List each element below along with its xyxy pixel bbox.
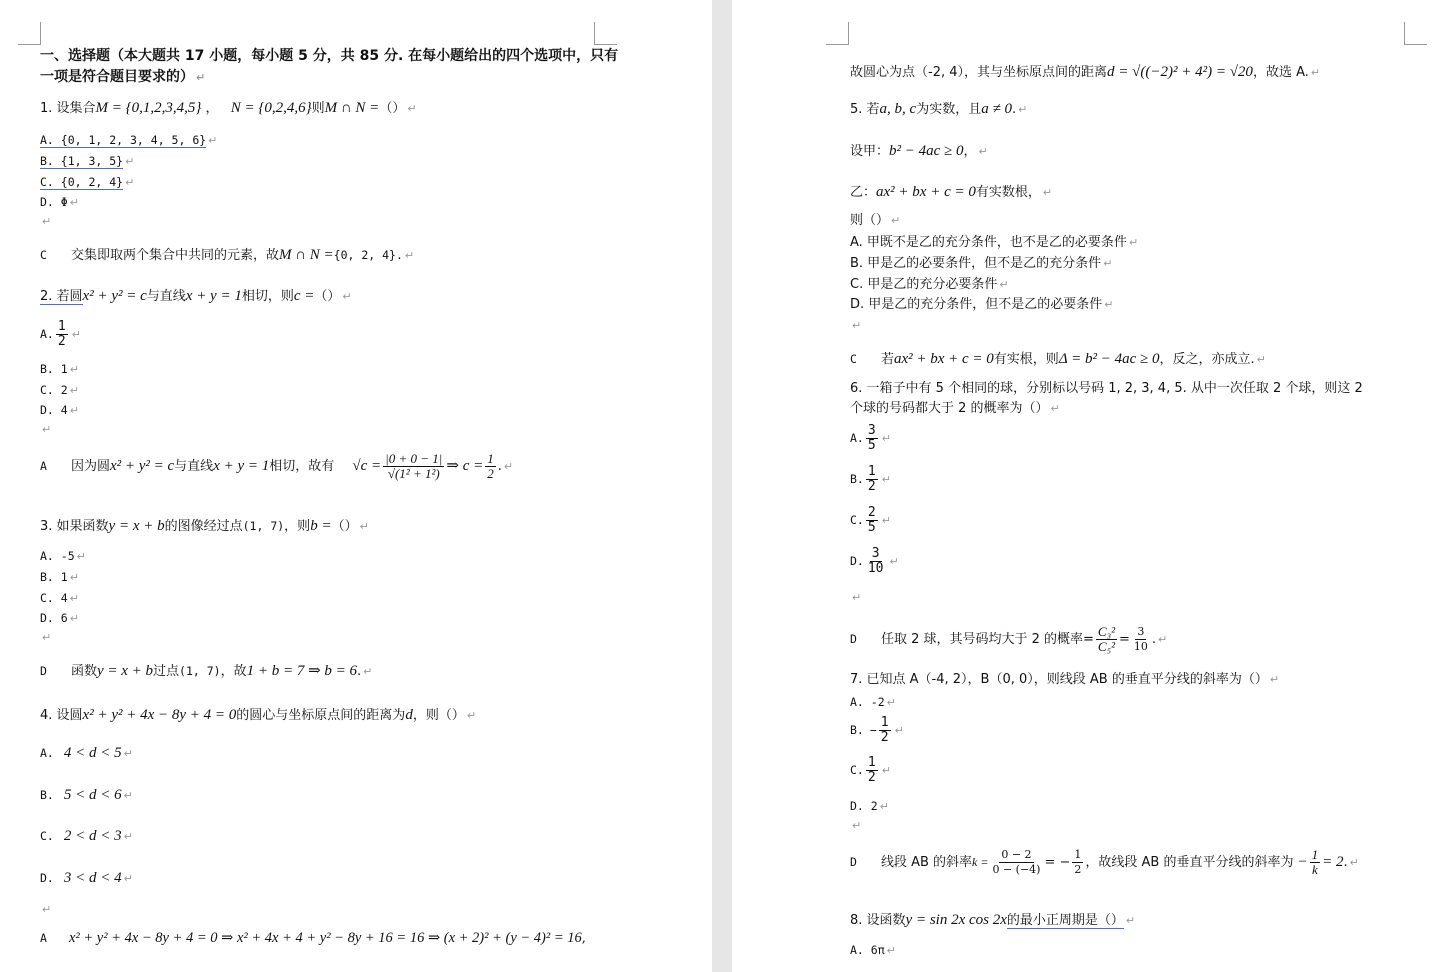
option-d: D. $\frac{3}{10}$ ↵ [850, 546, 899, 576]
question-1: 1. 设集合M = {0,1,2,3,4,5} ， N = {0,2,4,6}则M ∩ N =（） ↵ [40, 100, 417, 116]
option-c: C. 2 ↵ [40, 383, 79, 397]
section-heading-cont: 一项是符合题目要求的） ↵ [40, 69, 206, 85]
option-b: B. $\frac{1}{2}$ ↵ [850, 464, 891, 494]
answer-5: C 若ax² + bx + c = 0有实根，则Δ = b² − 4ac ≥ 0，反之，亦成立. ↵ [850, 351, 1266, 367]
answer-4-continued: 故圆心为点（-2, 4），其与坐标原点间的距离d = √((−2)² + 4²) = √20，故选 A. ↵ [850, 64, 1321, 80]
option-d: D. 3 < d < 4 ↵ [40, 870, 133, 886]
option-c: C. 2 < d < 3 ↵ [40, 828, 133, 844]
option-b: B. 甲是乙的必要条件，但不是乙的充分条件 ↵ [850, 256, 1113, 271]
option-d: D. 4 ↵ [40, 403, 79, 417]
empty-paragraph: ↵ [42, 903, 52, 916]
answer-7: D 线段 AB 的斜率k = $\frac{0 - 2}{0 - (-4)}$ = − $\frac{1}{2}$ ，故线段 AB 的垂直平分线的斜率为 − $\frac{1}{k}$ = 2. ↵ [850, 847, 1359, 877]
option-b: B. − $\frac{1}{2}$ ↵ [850, 715, 904, 745]
page-gutter [712, 0, 732, 972]
answer-4: A x² + y² + 4x − 8y + 4 = 0 ⇒ x² + 4x + 4 + y² − 8y + 16 = 16 ⇒ (x + 2)² + (y − 4)² = 16, [40, 930, 586, 946]
option-b: B. {1, 3, 5} ↵ [40, 154, 135, 168]
option-c: C. 甲是乙的充分必要条件 ↵ [850, 277, 1009, 292]
answer-6: D 任取 2 球，其号码均大于 2 的概率= $\frac{\text{C₃²}}{\text{C₅²}}$ = $\frac{3}{10}$ . ↵ [850, 624, 1168, 654]
option-c: C. 4 ↵ [40, 591, 79, 605]
empty-paragraph: ↵ [852, 319, 862, 332]
option-a: A. 6π ↵ [850, 943, 896, 957]
option-a: A. $\frac{3}{5}$ ↵ [850, 423, 891, 453]
option-a: A. $\frac{1}{2}$ ↵ [40, 319, 81, 349]
margin-corner-mark [1404, 22, 1427, 45]
answer-3: D 函数y = x + b过点(1, 7)，故1 + b = 7 ⇒ b = 6. ↵ [40, 663, 373, 679]
option-a: A. {0, 1, 2, 3, 4, 5, 6} ↵ [40, 133, 218, 147]
question-3: 3. 如果函数y = x + b的图像经过点(1, 7)，则b =（） ↵ [40, 518, 369, 534]
question-6: 6. 一箱子中有 5 个相同的球，分别标以号码 1, 2, 3, 4, 5. 从中一次任取 2 个球，则这 2 [850, 381, 1363, 396]
section-heading: 一、选择题（本大题共 17 小题，每小题 5 分，共 85 分. 在每小题给出的四个选项中，只有 [40, 48, 619, 64]
option-c: C. $\frac{1}{2}$ ↵ [850, 755, 891, 785]
option-d: D. Φ ↵ [40, 195, 79, 209]
option-c: C. {0, 2, 4} ↵ [40, 175, 135, 189]
question-7: 7. 已知点 A（-4, 2），B（0, 0），则线段 AB 的垂直平分线的斜率为（） ↵ [850, 672, 1280, 687]
margin-corner-mark [18, 22, 41, 45]
question-2: 2. 若圆x² + y² = c与直线x + y = 1相切，则c =（） ↵ [40, 288, 352, 304]
empty-paragraph: ↵ [42, 631, 52, 644]
empty-paragraph: ↵ [852, 591, 862, 604]
option-d: D. 甲是乙的充分条件，但不是乙的必要条件 ↵ [850, 297, 1114, 312]
option-b: B. 5 < d < 6 ↵ [40, 787, 133, 803]
option-d: D. 6 ↵ [40, 611, 79, 625]
empty-paragraph: ↵ [42, 423, 52, 436]
option-a: A. 4 < d < 5 ↵ [40, 745, 133, 761]
margin-corner-mark [826, 22, 849, 45]
option-b: B. 1 ↵ [40, 570, 79, 584]
empty-paragraph: ↵ [42, 215, 52, 228]
option-c: C. $\frac{2}{5}$ ↵ [850, 505, 891, 535]
question-5: 5. 若a, b, c为实数，且a ≠ 0. ↵ [850, 101, 1028, 117]
question-8: 8. 设函数y = sin 2x cos 2x的最小正周期是（） ↵ [850, 912, 1136, 928]
option-a: A. -5 ↵ [40, 549, 86, 563]
option-a: A. -2 ↵ [850, 695, 896, 709]
condition-yi: 乙：ax² + bx + c = 0有实数根， ↵ [850, 184, 1053, 200]
option-d: D. 2 ↵ [850, 799, 889, 813]
option-b: B. 1 ↵ [40, 362, 79, 376]
answer-1: C 交集即取两个集合中共同的元素，故M ∩ N ={0, 2, 4}. ↵ [40, 247, 415, 263]
empty-paragraph: ↵ [852, 819, 862, 832]
condition-jia: 设甲：b² − 4ac ≥ 0， ↵ [850, 143, 988, 159]
margin-corner-mark [594, 22, 617, 45]
document-page-right[interactable] [732, 0, 1449, 972]
answer-2: A 因为圆x² + y² = c与直线x + y = 1相切，故有 √c = $\frac{|0 + 0 - 1|}{\text{√(1² + 1²)}}$ ⇒ c = $\frac{1}{2}$ . ↵ [40, 451, 514, 481]
option-a: A. 甲既不是乙的充分条件，也不是乙的必要条件 ↵ [850, 235, 1139, 250]
document-page-left[interactable] [0, 0, 712, 972]
question-4: 4. 设圆x² + y² + 4x − 8y + 4 = 0的圆心与坐标原点间的距离为d，则（） ↵ [40, 707, 477, 723]
question-5-prompt: 则（） ↵ [850, 213, 901, 228]
question-6-cont: 个球的号码都大于 2 的概率为（） ↵ [850, 401, 1060, 416]
